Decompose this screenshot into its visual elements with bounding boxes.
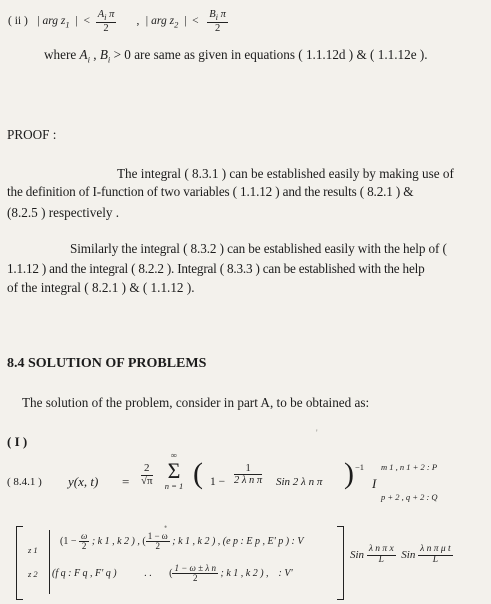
less-than-1: < bbox=[83, 15, 90, 28]
proof-paragraph-2-line-2: 1.1.12 ) and the integral ( 8.2.2 ). Integral ( 8.3.3 ) can be established with the help bbox=[7, 261, 425, 276]
sigma-symbol: Σ bbox=[167, 457, 181, 483]
solution-intro: The solution of the problem, consider in part A, to be obtained as: bbox=[22, 395, 370, 410]
section-title: 8.4 SOLUTION OF PROBLEMS bbox=[7, 356, 207, 371]
fraction-a-pi-over-2: $\frac{A_i \pi}{2}$ bbox=[97, 9, 115, 35]
arg-z1: | arg z bbox=[36, 15, 66, 28]
comma: , bbox=[93, 47, 97, 62]
row-1-z1: z 1 bbox=[28, 545, 38, 555]
proof-paragraph-2-line-1: Similarly the integral ( 8.3.2 ) can be established easily with the help of ( bbox=[70, 241, 447, 256]
open-paren: ( bbox=[193, 457, 203, 490]
where-line-rest: > 0 are same as given in equations ( 1.1.12d ) & ( 1.1.12e ). bbox=[113, 47, 428, 62]
sine-factors: Sin $\frac{\text{λ n π x}}{L}$ Sin $\frac{\text{λ n π μ t}}{L}$ bbox=[350, 544, 451, 565]
sin-term: Sin 2 λ n π bbox=[276, 476, 323, 488]
close-paren: ) bbox=[344, 457, 354, 490]
sum-upper-limit: ∞ bbox=[170, 450, 178, 460]
scan-speck: • bbox=[164, 522, 168, 532]
fraction-b-pi-over-2: $\frac{B_i \pi}{2}$ bbox=[209, 9, 226, 35]
summation bbox=[163, 451, 185, 490]
right-bracket bbox=[337, 526, 344, 600]
condition-label: ( ii ) bbox=[8, 15, 28, 28]
sum-lower-limit: n = 1 bbox=[164, 480, 184, 491]
inner-fraction: $\frac{1}{\text{2 λ n π}}$ bbox=[234, 463, 263, 487]
condition-line bbox=[8, 9, 228, 34]
arg-z2: | arg z bbox=[145, 15, 175, 28]
proof-paragraph-1-line-2: the definition of I-function of two variables ( 1.1.12 ) and the results ( 8.2.1 ) & bbox=[7, 184, 414, 199]
symbol-a: A bbox=[79, 47, 88, 62]
proof-paragraph-1-line-1: The integral ( 8.3.1 ) can be established easily by making use of bbox=[117, 166, 454, 181]
coefficient-fraction: $\frac{2}{√\pi}$ bbox=[141, 462, 153, 487]
equals-sign: = bbox=[122, 474, 130, 489]
abs-bar-2: | bbox=[184, 15, 187, 28]
i-function-symbol: I bbox=[372, 476, 377, 491]
symbol-b: B bbox=[99, 47, 108, 62]
z2-subscript: 2 bbox=[174, 19, 179, 30]
equation-lhs: y(x, t) bbox=[68, 474, 99, 489]
proof-paragraph-1-line-3: (8.2.5 ) respectively . bbox=[7, 205, 120, 220]
one-minus: 1 − bbox=[210, 476, 226, 488]
case-label: ( I ) bbox=[7, 434, 28, 449]
row-2-z2: z 2 bbox=[28, 569, 38, 579]
where-word: where bbox=[44, 47, 77, 62]
power-exponent: −1 bbox=[355, 462, 365, 472]
equation-number: ( 8.4.1 ) bbox=[7, 476, 42, 488]
z1-subscript: 1 bbox=[65, 19, 70, 30]
row-2-params: (f q : F q , F' q ) . . ( $\frac{\text{1 − ω ± λ n}}{2}$ ; k 1 , k 2 ) , : V' bbox=[52, 563, 293, 584]
i-function-superscripts: m 1 , n 1 + 2 : P bbox=[381, 462, 438, 472]
abs-bar-1: | bbox=[75, 15, 78, 28]
proof-paragraph-2-line-3: of the integral ( 8.2.1 ) & ( 1.1.12 ). bbox=[7, 280, 195, 295]
where-line bbox=[44, 48, 428, 64]
row-1-params: (1 − $\frac{\omega}{2}$ ; k 1 , k 2 ) , ( $\frac{1 - \omega}{2}$ ; k 1 , k 2 ) , (e p : E p , E' p ) : V bbox=[60, 531, 304, 552]
proof-heading: PROOF : bbox=[7, 127, 57, 142]
scan-speck: ' bbox=[316, 428, 318, 438]
parameter-vertical-bar bbox=[49, 530, 50, 594]
a-subscript: i bbox=[87, 54, 90, 65]
i-function-subscripts: p + 2 , q + 2 : Q bbox=[381, 492, 438, 502]
less-than-2: < bbox=[192, 15, 199, 28]
left-bracket bbox=[16, 526, 23, 600]
comma-separator: , bbox=[136, 15, 140, 28]
b-subscript: i bbox=[107, 54, 111, 65]
